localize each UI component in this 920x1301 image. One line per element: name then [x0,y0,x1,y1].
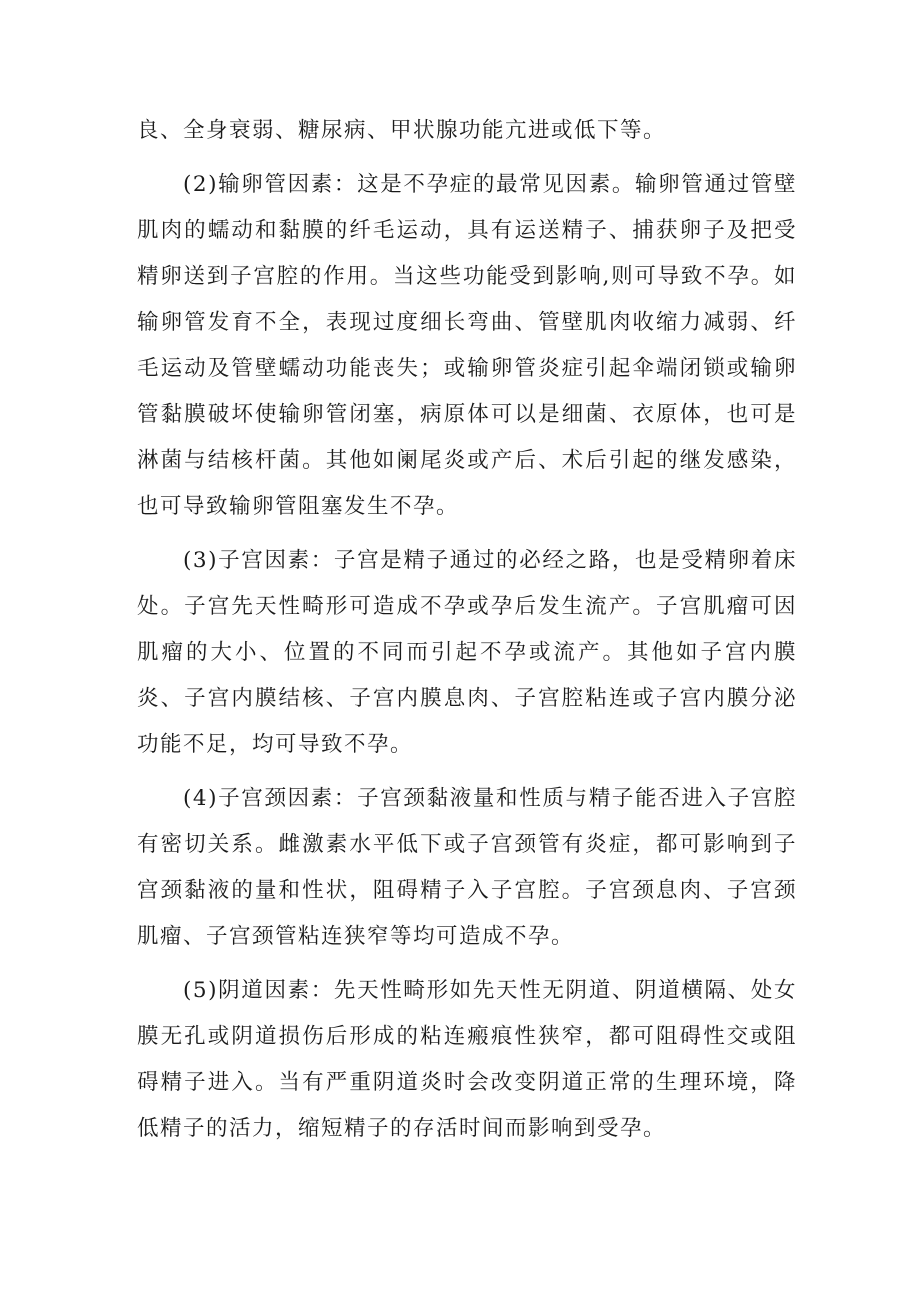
document-body [137,108,797,1152]
paragraph-continuation: 良、全身衰弱、糖尿病、甲状腺功能亢进或低下等。 [137,118,667,143]
paragraph-vaginal-factor: (5)阴道因素：先天性畸形如先天性无阴道、阴道横隔、处女膜无孔或阴道损伤后形成的粘连瘢痕性狭窄，都可阻碍性交或阻碍精子进入。当有严重阴道炎时会改变阴道正常的生理环境，降低精子的活力，缩短精子的存活时间而影响到受孕。 [137,978,797,1141]
paragraph-fallopian-tube-factor: (2)输卵管因素：这是不孕症的最常见因素。输卵管通过管壁肌肉的蠕动和黏膜的纤毛运动，具有运送精子、捕获卵子及把受精卵送到子宫腔的作用。当这些功能受到影响,则可导致不孕。如输卵管发育不全，表现过度细长弯曲、管壁肌肉收缩力减弱、纤毛运动及管壁蠕动功能丧失；或输卵管炎症引起伞端闭锁或输卵管黏膜破坏使输卵管闭塞，病原体可以是细菌、衣原体，也可是淋菌与结核杆菌。其他如阑尾炎或产后、术后引起的继发感染，也可导致输卵管阻塞发生不孕。 [137,172,797,519]
paragraph-cervical-factor: (4)子宫颈因素：子宫颈黏液量和性质与精子能否进入子宫腔有密切关系。雌激素水平低下或子宫颈管有炎症，都可影响到子宫颈黏液的量和性状，阻碍精子入子宫腔。子宫颈息肉、子宫颈肌瘤、子宫颈管粘连狭窄等均可造成不孕。 [137,786,797,949]
paragraph-uterine-factor: (3)子宫因素：子宫是精子通过的必经之路，也是受精卵着床处。子宫先天性畸形可造成不孕或孕后发生流产。子宫肌瘤可因肌瘤的大小、位置的不同而引起不孕或流产。其他如子宫内膜炎、子宫内膜结核、子宫内膜息肉、子宫腔粘连或子宫内膜分泌功能不足，均可导致不孕。 [137,548,797,757]
